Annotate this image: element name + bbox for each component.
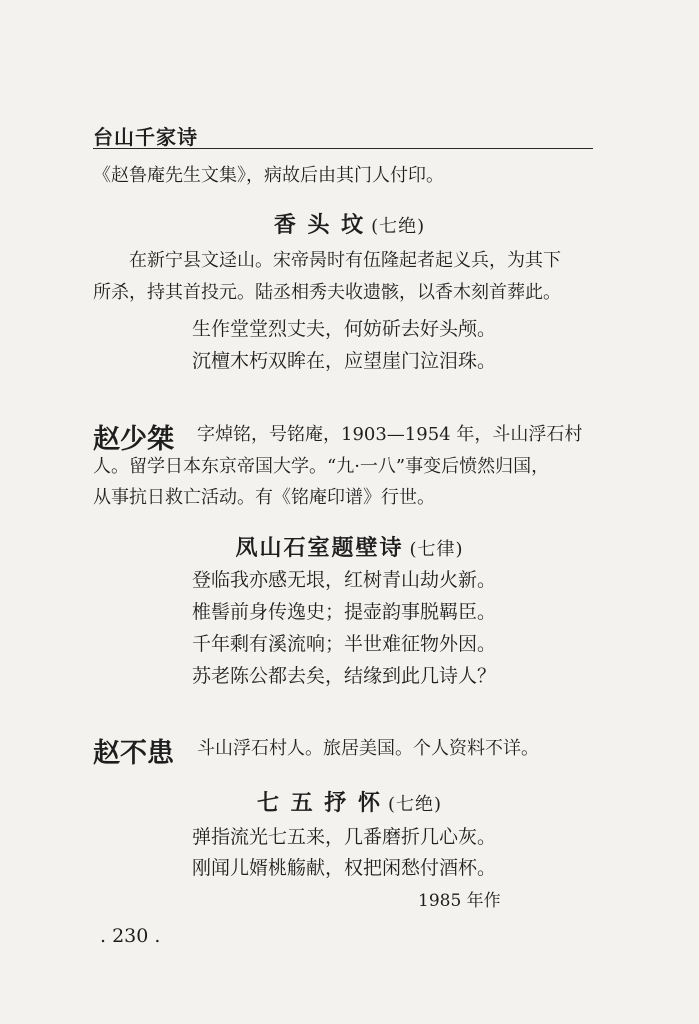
verse-line: 苏老陈公都去矣，结缘到此几诗人？: [192, 665, 497, 687]
poem-form: (七绝): [371, 216, 426, 237]
author-bio-line: 从事抗日救亡活动。有《铭庵印谱》行世。: [93, 487, 435, 508]
poem-form: (七绝): [387, 794, 443, 815]
poem-title-text: 七 五 抒 怀: [256, 791, 382, 816]
verse-line: 刚闻儿婿桃觞献，权把闲愁付酒杯。: [192, 857, 497, 879]
verse-line: 生作堂堂烈丈夫，何妨斫去好头颅。: [192, 318, 497, 340]
poem-title-2: [0, 531, 699, 562]
poem-title-text: 凤山石室题壁诗: [235, 536, 404, 561]
verse-line: 沉檀木朽双眸在，应望崖门泣泪珠。: [192, 350, 497, 372]
verse-line: 弹指流光七五来，几番磨折几心灰。: [192, 826, 497, 848]
running-header: 台山千家诗: [93, 125, 198, 149]
poem-form: (七律): [409, 539, 464, 560]
date-note: 1985 年作: [418, 891, 501, 911]
preface-line: 在新宁县文迳山。宋帝昺时有伍隆起者起义兵，为其下: [93, 250, 561, 271]
author-name: 赵少桀: [93, 424, 174, 455]
poem-title-text: 香 头 坟: [273, 213, 366, 238]
header-rule: [93, 148, 593, 149]
page-number: . 230 .: [100, 925, 161, 947]
verse-line: 登临我亦感无垠，红树青山劫火新。: [192, 569, 497, 591]
poem-title-3: [0, 786, 699, 817]
author-name: 赵不患: [93, 738, 174, 769]
author-bio-line: 字焯铭，号铭庵，1903—1954 年，斗山浮石村: [197, 424, 583, 445]
intro-line: 《赵鲁庵先生文集》，病故后由其门人付印。: [93, 165, 444, 186]
preface-line: 所杀，持其首投元。陆丞相秀夫收遗骸，以香木刻首葬此。: [93, 282, 561, 303]
poem-title-1: [0, 208, 699, 239]
verse-line: 千年剩有溪流响；半世难征物外因。: [192, 633, 497, 655]
verse-line: 椎髻前身传逸史；提壶韵事脱羁臣。: [192, 601, 497, 623]
author-bio-line: 斗山浮石村人。旅居美国。个人资料不详。: [197, 738, 539, 759]
author-bio-line: 人。留学日本东京帝国大学。“九·一八”事变后愤然归国，: [93, 456, 550, 477]
